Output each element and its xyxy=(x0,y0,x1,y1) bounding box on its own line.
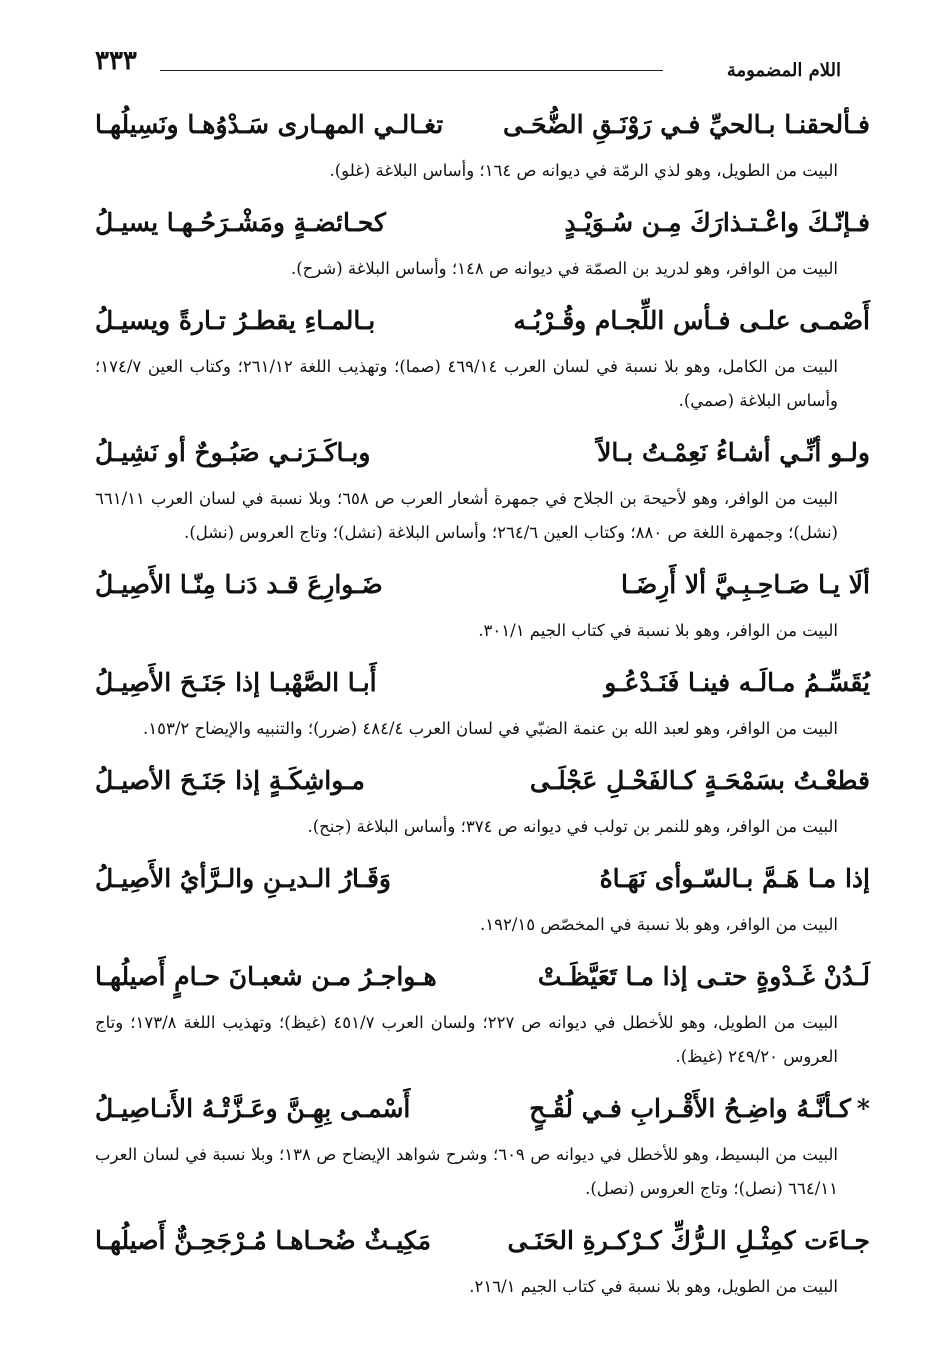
section-title: اللام المضمومة xyxy=(726,60,841,81)
verse-entry xyxy=(95,556,870,648)
second-hemistich: مـواشِكَـةٍ إذا جَنَـحَ الأصيـلُ xyxy=(95,766,365,795)
star-marker: * xyxy=(856,1094,870,1123)
verse-entry xyxy=(95,948,870,1074)
verse-note: البيت من الوافر، وهو لعبد الله بن عنمة الضبّي في لسان العرب ٤٨٤/٤ (ضرر)؛ والتنبيه والإيضاح ١٥٣/٢. xyxy=(143,719,838,738)
verse-entry xyxy=(95,292,870,418)
verse-note: البيت من الوافر، وهو بلا نسبة في المخصّص ١٩٢/١٥. xyxy=(479,915,838,934)
first-hemistich: إذا مـا هَـمَّ بـالسّـوأى نَهَـاهُ xyxy=(599,864,870,893)
verse-entries xyxy=(95,96,870,1310)
verse-line xyxy=(95,424,870,482)
verse-entry xyxy=(95,752,870,844)
first-hemistich: فـألحقنـا بـالحيِّ فـي رَوْنَـقِ الضُّحَـى xyxy=(502,110,870,139)
verse-line xyxy=(95,948,870,1006)
verse-entry xyxy=(95,1212,870,1304)
second-hemistich: ضَـوارِعَ قـد دَنـا مِنّـا الأَصِيـلُ xyxy=(95,570,383,599)
second-hemistich: مَكِيـثٌ ضُحـاهـا مُـرْجَحِـنٌّ أَصيلُهـا xyxy=(95,1226,432,1255)
verse-line xyxy=(95,194,870,252)
verse-entry xyxy=(95,96,870,188)
verse-entry xyxy=(95,194,870,286)
second-hemistich: أَبـا الصَّهْبـا إذا جَنَـحَ الأَصِيـلُ xyxy=(95,668,377,697)
verse-line xyxy=(95,850,870,908)
verse-note: البيت من الطويل، وهو للأخطل في ديوانه ص ٢٢٧؛ ولسان العرب ٤٥١/٧ (غيظ)؛ وتهذيب اللغة ١٧٣/٨؛ وتاج العروس ٢٤٩/٢٠ (غيظ). xyxy=(95,1013,838,1066)
verse-entry xyxy=(95,424,870,550)
first-hemistich: ألَا يـا صَـاحِـبِـيَّ ألا أَرِضَـا xyxy=(621,570,870,599)
second-hemistich: وبـاكَـرَنـي صَبُـوحٌ أو نَشِيـلُ xyxy=(95,438,371,467)
first-hemistich: جـاءَت كمِثْـلِ الـرُّكِّ كـرْكـرةِ الحَنَـى xyxy=(507,1226,870,1255)
first-hemistich: كـأنَّـهُ واضِـحُ الأَقْـرابِ فـي لُقُـحٍ xyxy=(529,1094,851,1123)
second-hemistich: وَقَـارُ الـديـنِ والـرَّأيُ الأَصِيـلُ xyxy=(95,864,391,893)
verse-note: البيت من الطويل، وهو بلا نسبة في كتاب الجيم ٢١٦/١. xyxy=(469,1277,838,1296)
verse-entry xyxy=(95,850,870,942)
verse-line xyxy=(95,96,870,154)
first-hemistich: ولـو أنِّـي أشـاءُ نَعِمْـتُ بـالاً xyxy=(597,438,870,467)
second-hemistich: أَسْمـى بِهِـنَّ وعَـزَّتْـهُ الأَنـاصِيـلُ xyxy=(95,1094,411,1123)
verse-note: البيت من الوافر، وهو لدريد بن الصمّة في ديوانه ص ١٤٨؛ وأساس البلاغة (شرح). xyxy=(290,259,838,278)
header-rule xyxy=(160,70,663,71)
verse-line xyxy=(95,1080,870,1138)
page-header xyxy=(95,30,841,90)
second-hemistich: بـالمـاءِ يقطـرُ تـارةً ويسيـلُ xyxy=(95,306,376,335)
verse-entry xyxy=(95,654,870,746)
verse-line xyxy=(95,1212,870,1270)
first-hemistich: أَصْمـى علـى فـأس اللِّجـام وقُـرْبُـه xyxy=(513,306,870,335)
verse-note: البيت من الوافر، وهو للنمر بن تولب في ديوانه ص ٣٧٤؛ وأساس البلاغة (جنح). xyxy=(307,817,838,836)
verse-line xyxy=(95,556,870,614)
first-hemistich: فـإنّـكَ واعْـتـذارَكَ مِـن سُـوَيْـدٍ xyxy=(564,208,870,237)
first-hemistich-group xyxy=(529,1080,870,1138)
verse-line xyxy=(95,654,870,712)
first-hemistich: قطعْـتُ بسَمْحَـةٍ كـالفَحْـلِ عَجْلَـى xyxy=(529,766,870,795)
verse-note: البيت من الوافر، وهو لأحيحة بن الجلاح في جمهرة أشعار العرب ص ٦٥٨؛ وبلا نسبة في لسان العرب ٦٦١/١١ (نشل)؛ وجمهرة اللغة ص ٨٨٠؛ وكتاب العين ٢٦٤/٦؛ وأساس البلاغة (نشل)؛ وتاج العروس (نشل). xyxy=(95,489,838,542)
verse-note: البيت من الطويل، وهو لذي الرمّة في ديوانه ص ١٦٤؛ وأساس البلاغة (غلو). xyxy=(329,161,838,180)
page-number: ٣٣٣ xyxy=(95,46,137,76)
verse-note: البيت من الكامل، وهو بلا نسبة في لسان العرب ٤٦٩/١٤ (صما)؛ وتهذيب اللغة ٢٦١/١٢؛ وكتاب العين ١٧٤/٧؛ وأساس البلاغة (صمي). xyxy=(95,357,839,410)
verse-entry-starred xyxy=(95,1080,870,1206)
verse-line xyxy=(95,752,870,810)
verse-note: البيت من البسيط، وهو للأخطل في ديوانه ص ٦٠٩؛ وشرح شواهد الإيضاح ص ١٣٨؛ وبلا نسبة في لسان العرب ٦٦٤/١١ (نصل)؛ وتاج العروس (نصل). xyxy=(95,1145,838,1198)
verse-line xyxy=(95,292,870,350)
second-hemistich: كحـائضـةٍ ومَشْـرَحُـهـا يسيـلُ xyxy=(95,208,386,237)
verse-note: البيت من الوافر، وهو بلا نسبة في كتاب الجيم ٣٠١/١. xyxy=(478,621,838,640)
first-hemistich: يُقَسِّـمُ مـالَـه فينـا فَنَـدْعُـو xyxy=(604,668,870,697)
first-hemistich: لَـدُنْ غَـدْوةٍ حتـى إذا مـا تَعَيَّظَـتْ xyxy=(537,962,870,991)
second-hemistich: تغـالـي المهـارى سَـدْوُهـا ونَسِيلُهـا xyxy=(95,110,444,139)
second-hemistich: هـواجـرُ مـن شعبـانَ حـامٍ أَصيلُهـا xyxy=(95,962,437,991)
